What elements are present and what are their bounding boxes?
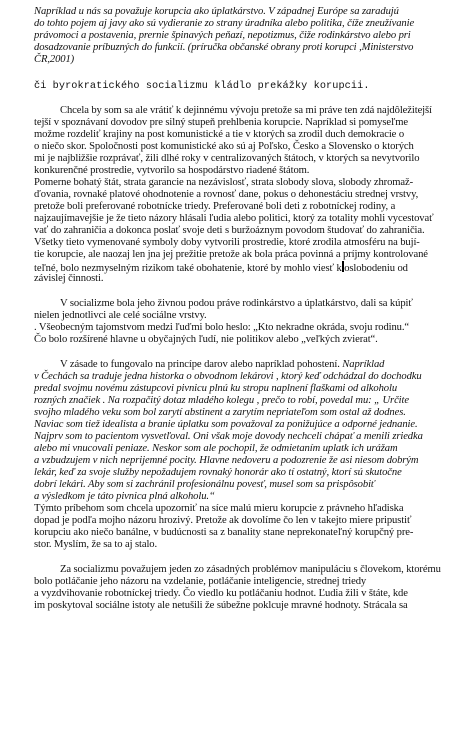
paragraph-1-line: závislej činnosti.: [34, 273, 104, 284]
paragraph-1-line: tejší v spoznávaní dovodov pre silný stupeň prehlbenia korupcie. Napríklad si pomyseľme: [34, 117, 408, 128]
paragraph-3-line: [60, 359, 384, 371]
mono-sentence: či byrokratického socializmu kládlo prekážky korupcii.: [34, 81, 370, 92]
paragraph-1-line: konkurenčné prostredie, vytvorilo sa hospodárstvo riadené štátom.: [34, 165, 310, 176]
intro-line-1: Napríklad u nás sa považuje korupcia ako úplatkárstvo. V západnej Európe sa zaradujú: [34, 6, 399, 17]
paragraph-1-line: Pomerne bohatý štát, strata garancie na nezávislosť, strata slobody slova, slobody zhromaž-: [34, 177, 414, 188]
paragraph-2-line: Čo bolo rozšírené hlavne u obyčajných ľudí, nie politikov alebo „veľkých zvierat“.: [34, 334, 378, 345]
line-text-italic: Napríklad: [339, 359, 385, 370]
line-text-after-cursor: oslobodeniu od: [344, 263, 408, 274]
paragraph-1-line: pretože boli preferované robotnícke triedy. Preferované boli deti z robotníckej rodiny, a: [34, 201, 396, 212]
quote-line: Najprv som to pacientom vysvetľoval. Oni však moje dovody nechceli chápať a menili zriedka: [34, 431, 423, 442]
paragraph-4-line: im poskytoval sociálne istoty ale netušili že súbežne poklcuje mravné hodnoty. Strácala sa: [34, 600, 408, 611]
paragraph-3-line: Týmto príbehom som chcela upozorniť na síce malú mieru korupcie z právneho hľadiska: [34, 503, 404, 514]
paragraph-1-line: Chcela by som sa ale vrátiť k dejinnému vývoju pretože sa mi práve ten zdá najdôležitejší: [60, 105, 432, 116]
quote-line: v Čechách sa traduje jedna historka o obvodnom lekárovi , ktorý keď odchádzal do dochodku: [34, 371, 422, 382]
paragraph-1-line: vať do zahraničia a dokonca poslať svoje deti s buržoáznym povodom študovať do zahraničia.: [34, 225, 425, 236]
paragraph-4-line: a vyzdvihovanie robotníckej triedy. Čo viedlo ku potláčaniu hodnot. Ľudia žili v štáte, kde: [34, 588, 408, 599]
paragraph-1-line: Všetky tieto vymenované symboly doby vytvorili prostredie, ktoré zrodila atmosféru na bují-: [34, 237, 420, 248]
paragraph-2-line: nielen jednotlivci ale celé sociálne vrstvy.: [34, 310, 207, 321]
paragraph-2-line: V socializme bola jeho živnou podou práve rodinkárstvo a úplatkárstvo, dali sa kúpiť: [60, 298, 413, 309]
quote-line: Naviac som tiež idealista a branie úplatku som považoval za ponižujúce a odporné jednanie.: [34, 419, 418, 430]
paragraph-1-line: tie korupcie, ale naozaj len jna jej prežitie pretože ak bola práca povinná a príjmy kontrolované: [34, 249, 428, 260]
quote-line: predal svojmu novému zástupcovi pivnicu plnú ku stropu naplnení flaškami od alkoholu: [34, 383, 398, 394]
quote-line: lekár, keď za svoje služby nepožadujem rovnaký honorár ako tí ostatný, ktorí sú skutočne: [34, 467, 402, 478]
intro-line-4: dosadzovanie príbuzných do funkcií. (príručka občanské obrany proti korupci ,Ministerstvo: [34, 42, 414, 53]
line-text: teľné, bolo nezmyselným rizikom také obohatenie, ktoré by mohlo viesť k: [34, 263, 342, 274]
quote-line: rozných značiek . Na rozpačitý dotaz mladého kolegu , prečo to robí, povedal mu: „ Určite: [34, 395, 409, 406]
paragraph-4-line: Za socializmu považujem jeden zo zásadných problémov manipuláciu s človekom, ktorému: [60, 564, 441, 575]
quote-line: a vzbudzujem v nich neprijemné pocity. Hlavne nedoveru a podozrenie že asi niesom dobrým: [34, 455, 419, 466]
paragraph-1-line: mi je najbližšie rozprávať, žili dlhé roky v centralizovaných štátoch, v ktorých sa nevytvorilo: [34, 153, 420, 164]
paragraph-1-line: ďovania, rovnaké platové ohodnotenie a rovnosť dane, pokus o dehonestáciu strednej vrstvy,: [34, 189, 419, 200]
paragraph-3-line: dopad je podľa mojho názoru hrozivý. Pretože ak dovolíme čo len v takejto miere pripustiť: [34, 515, 412, 526]
intro-line-5: ČR,2001): [34, 54, 75, 65]
quote-line: a výsledkom je táto pivnica plná alkoholu.“: [34, 491, 215, 502]
quote-line: dobrí lekári. Aby som si zachránil profesionálnu povesť, musel som sa prispôsobiť: [34, 479, 375, 490]
paragraph-1-line: o niečo skor. Spoločnosti post komunistické ako sú aj Poľsko, Česko a Slovensko o ktorých: [34, 141, 414, 152]
paragraph-2-line: . Všeobecným tajomstvom medzi ľuďmi bolo heslo: „Kto nekradne okráda, svoju rodinu.“: [34, 322, 410, 333]
quote-line: svojho mladého veku som bol zarytí abstinent a zarytím nepriateľom som ostal až dodnes.: [34, 407, 406, 418]
paragraph-4-line: bolo potláčanie jeho názoru na vzdelanie, potláčanie inteligencie, strednej triedy: [34, 576, 367, 587]
paragraph-3-line: stor. Myslím, že sa to aj stalo.: [34, 539, 158, 550]
intro-line-3: právomoci a postavenia, prernie špinavých peňazí, nepotizmus, čiže rodinkárstvo alebo pri: [34, 30, 411, 41]
line-text: V zásade to fungovalo na princípe darov alebo napríklad pohostení.: [60, 359, 340, 370]
paragraph-1-line: najzaujímavejšie je že tieto názory hlásali ľudia alebo politici, ktorý za totality mohli vycestovať: [34, 213, 434, 224]
quote-line: alebo mi vnucovali peniaze. Neskor som ale pochopil, že odmietaním uplatk ich urážam: [34, 443, 398, 454]
paragraph-1-line: možme rozdeliť krajiny na post komunistické a tie v ktorých sa zrodil duch demokracie o: [34, 129, 405, 140]
intro-line-2: do tohto pojem aj javy ako sú vydieranie zo strany úradníka alebo politika, číže zneužívanie: [34, 18, 415, 29]
paragraph-3-line: korupciu ako niečo banálne, v budúcnosti sa z banality stane neprekonateľný korupčný pre-: [34, 527, 414, 538]
